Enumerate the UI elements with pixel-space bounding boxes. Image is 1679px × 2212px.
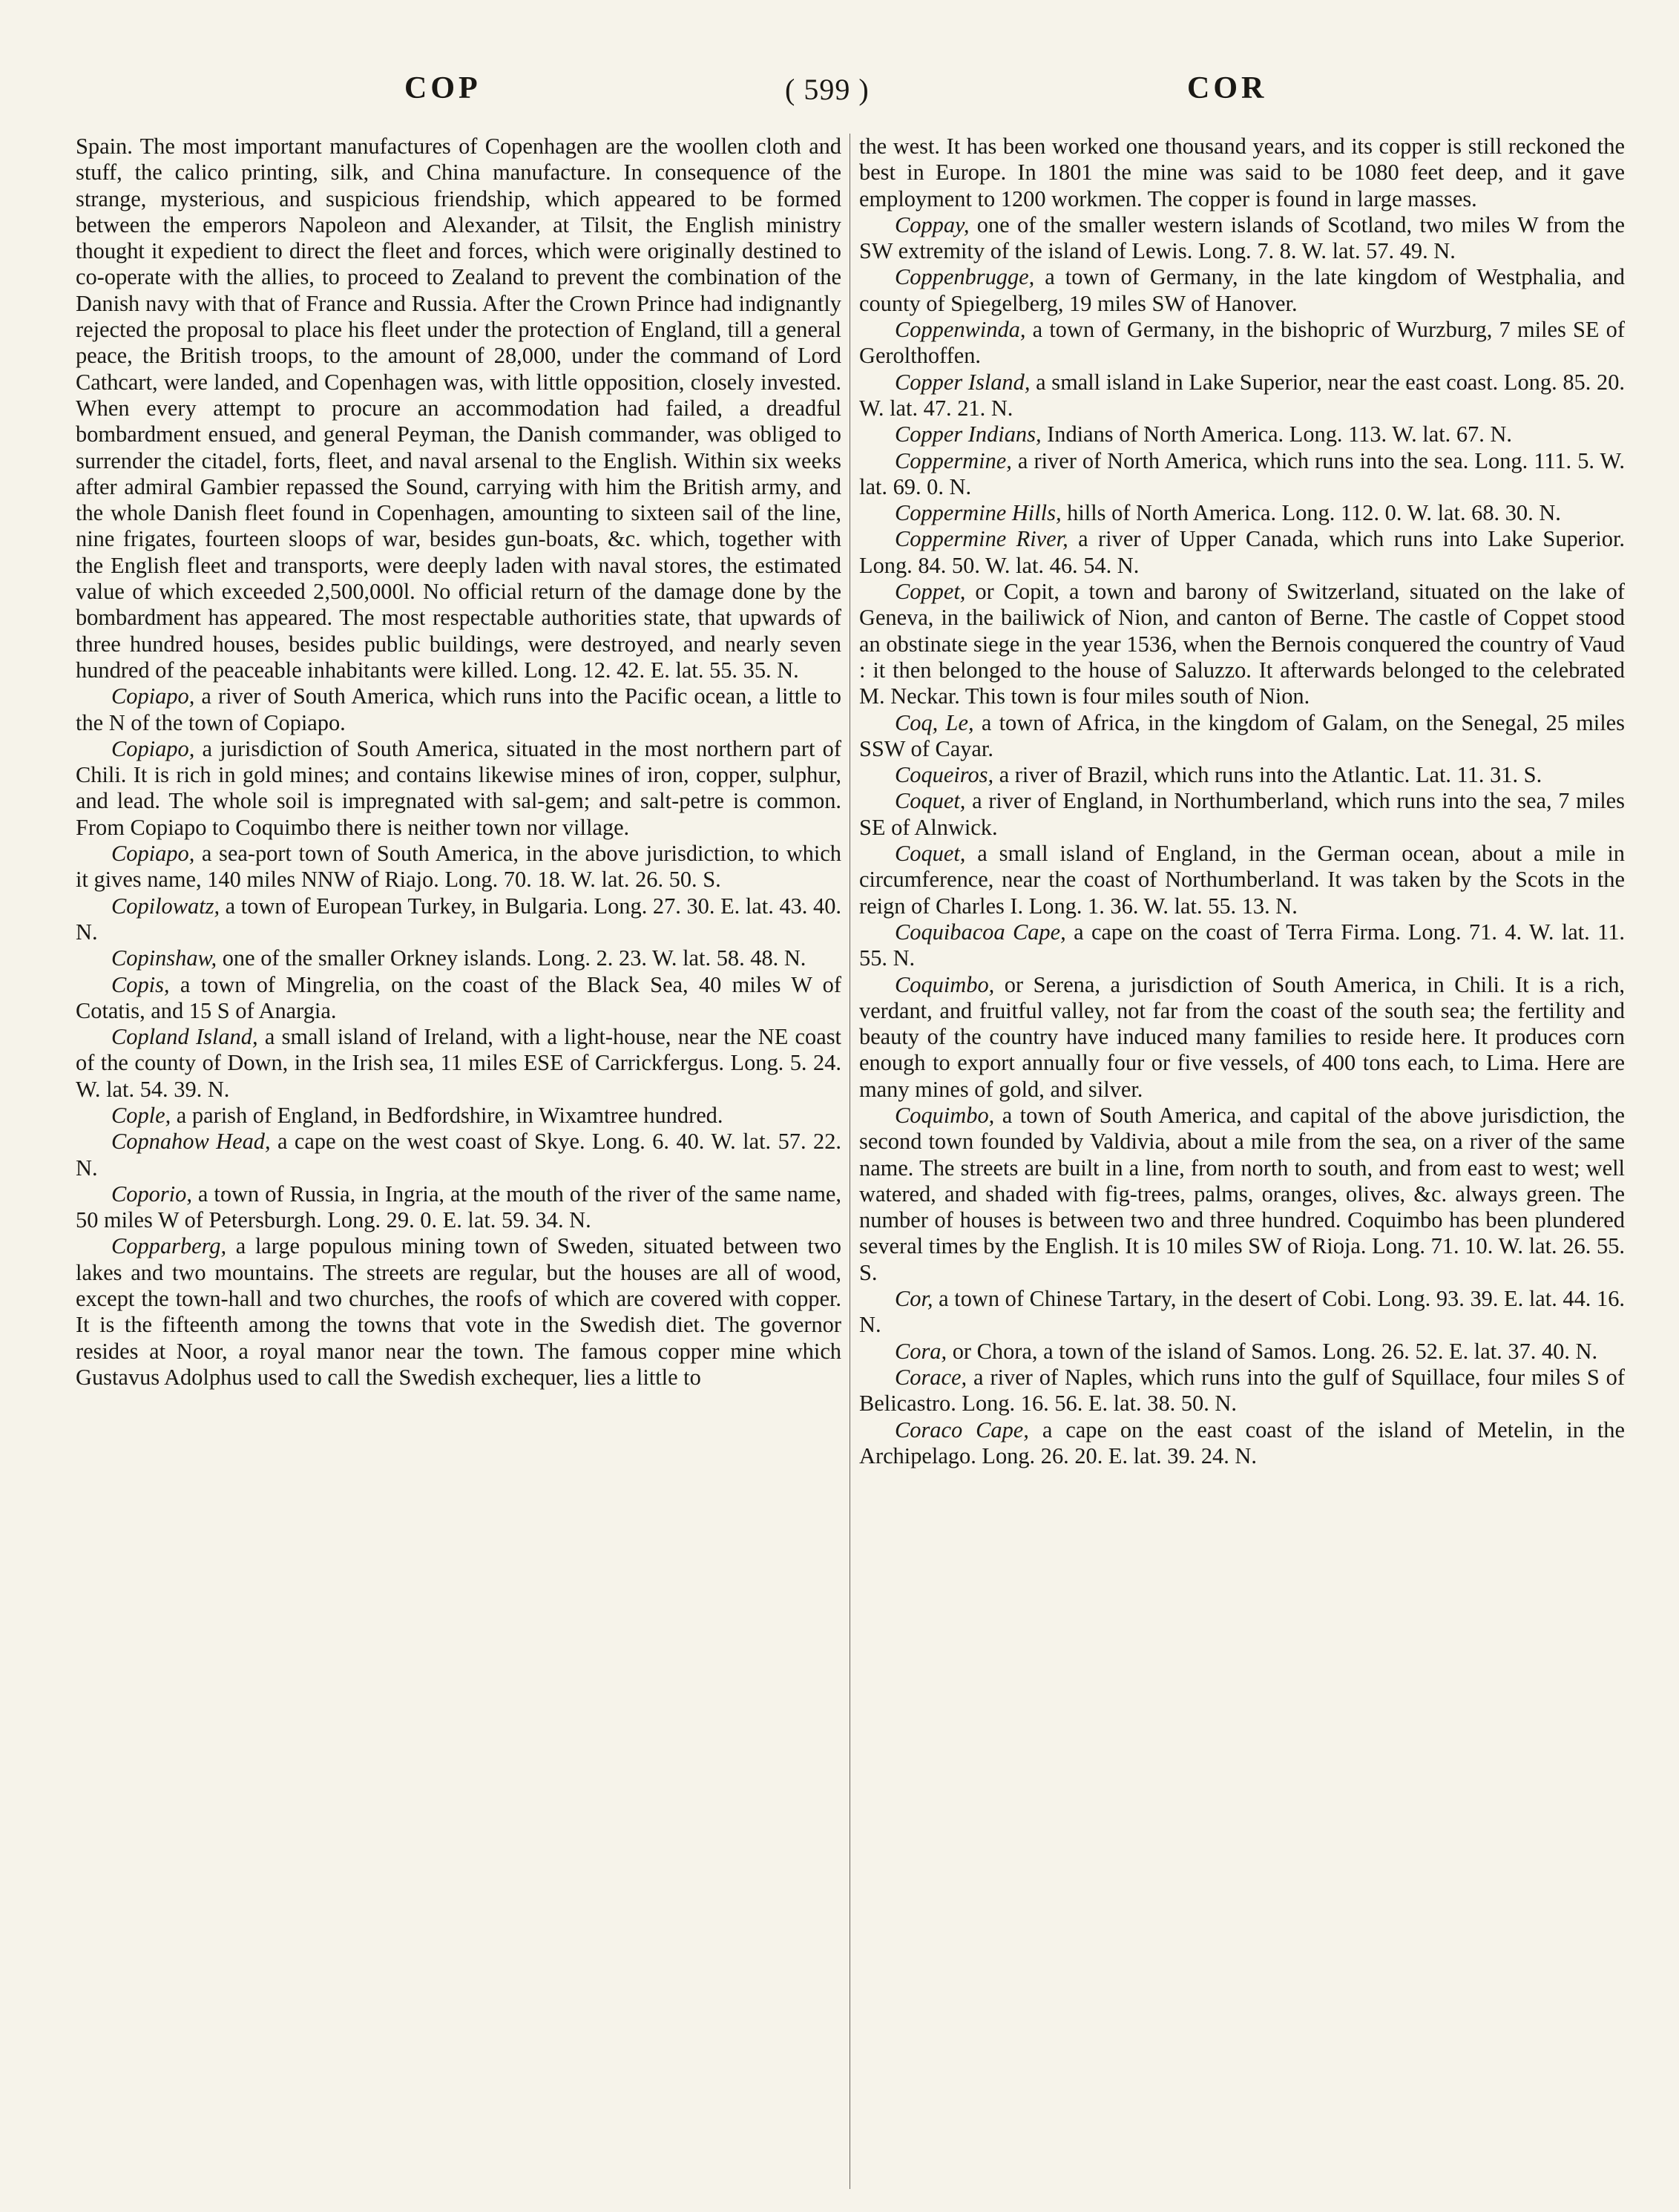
- gazetteer-entry: [76, 1129, 841, 1181]
- entry-term: Coquimbo,: [895, 1102, 995, 1128]
- entry-term: Coqueiros,: [895, 762, 994, 788]
- entry-text: a parish of England, in Bedfordshire, in Wixamtree hundred.: [171, 1102, 723, 1128]
- gazetteer-entry: [859, 448, 1625, 501]
- entry-term: Coquet,: [895, 841, 966, 867]
- gazetteer-entry: [859, 1339, 1625, 1365]
- entry-term: Copiapo,: [111, 683, 195, 709]
- entry-text: a river of South America, which runs into the Pacific ocean, a little to the N of the town of Copiapo.: [76, 683, 841, 735]
- entry-text: a small island of England, in the German ocean, about a mile in circumference, near the coast of Northumberland. It was taken by the Scots in the reign of Charles I. Long. 1. 36. W. lat. 55. 13. N.: [859, 841, 1625, 919]
- header-right-guide-word: COR: [1187, 71, 1268, 105]
- gazetteer-entry: [859, 1417, 1625, 1470]
- entry-term: Copiapo,: [111, 841, 195, 867]
- entry-text: a town of European Turkey, in Bulgaria. Long. 27. 30. E. lat. 43. 40. N.: [76, 893, 841, 945]
- gazetteer-entry: [76, 972, 841, 1025]
- entry-term: Copparberg,: [111, 1233, 227, 1259]
- entry-text: a large populous mining town of Sweden, situated between two lakes and two mountains. The streets are regular, but the houses are all of wood, except the town-hall and two churches, the roofs of which are covered with copper. It is the fifteenth among the towns that vote in the Swedish diet. The governor resides at Noor, a royal manor near the town. The famous copper mine which Gustavus Adolphus used to call the Swedish exchequer, lies a little to: [76, 1233, 841, 1390]
- gazetteer-entry: [859, 710, 1625, 763]
- entry-term: Coppenbrugge,: [895, 264, 1035, 290]
- entry-term: Cople,: [111, 1102, 171, 1128]
- gazetteer-entry: [859, 317, 1625, 370]
- gazetteer-entry: [859, 134, 1625, 212]
- left-column: [76, 134, 841, 1391]
- entry-text: a small island of Ireland, with a light-house, near the NE coast of the county of Down, in the Irish sea, 11 miles ESE of Carrickfergus. Long. 5. 24. W. lat. 54. 39. N.: [76, 1024, 841, 1102]
- entry-text: a small island in Lake Superior, near the east coast. Long. 85. 20. W. lat. 47. 21. N.: [859, 369, 1625, 421]
- entry-term: Coppermine,: [895, 447, 1012, 473]
- gazetteer-entry: [859, 788, 1625, 841]
- gazetteer-entry: [859, 1103, 1625, 1286]
- entry-term: Coquet,: [895, 788, 966, 814]
- entry-text: Indians of North America. Long. 113. W. lat. 67. N.: [1041, 421, 1512, 447]
- entry-text: a town of Germany, in the late kingdom of Westphalia, and county of Spiegelberg, 19 miles SW of Hanover.: [859, 264, 1625, 316]
- gazetteer-entry: [859, 841, 1625, 919]
- entry-text: a town of Germany, in the bishopric of Wurzburg, 7 miles SE of Gerolthoffen.: [859, 317, 1625, 369]
- gazetteer-entry: [859, 1286, 1625, 1339]
- entry-text: or Serena, a jurisdiction of South America, in Chili. It is a rich, verdant, and fruitful valley, not far from the coast of the south sea; the fertility and beauty of the country have induced many families to reside here. It produces corn enough to export annually four or five vessels, of 400 tons each, to Lima. Here are many mines of gold, and silver.: [859, 971, 1625, 1102]
- entry-text: one of the smaller Orkney islands. Long. 2. 23. W. lat. 58. 48. N.: [217, 945, 806, 971]
- entry-term: Coppay,: [895, 211, 970, 237]
- gazetteer-entry: [859, 264, 1625, 317]
- entry-text: a river of England, in Northumberland, which runs into the sea, 7 miles SE of Alnwick.: [859, 788, 1625, 840]
- entry-term: Coq, Le,: [895, 709, 974, 735]
- header-left-guide-word: COP: [404, 71, 482, 105]
- entry-text: a river of Naples, which runs into the gulf of Squillace, four miles S of Belicastro. Long. 16. 56. E. lat. 38. 50. N.: [859, 1364, 1625, 1417]
- entry-text: a town of Africa, in the kingdom of Galam, on the Senegal, 25 miles SSW of Cayar.: [859, 709, 1625, 761]
- gazetteer-entry: [859, 1365, 1625, 1417]
- gazetteer-entry: [76, 134, 841, 683]
- entry-text: a town of Mingrelia, on the coast of the Black Sea, 40 miles W of Cotatis, and 15 S of Anargia.: [76, 971, 841, 1023]
- right-column: [859, 134, 1625, 1469]
- gazetteer-entry: [859, 972, 1625, 1103]
- entry-text: a cape on the east coast of the island of Metelin, in the Archipelago. Long. 26. 20. E. lat. 39. 24. N.: [859, 1417, 1625, 1468]
- entry-text: a town of South America, and capital of the above jurisdiction, the second town founded by Valdivia, about a mile from the sea, on a river of the same name. The streets are built in a line, from north to south, and from east to west; well watered, and shaded with fig-trees, palms, oranges, olives, &c. always green. The number of houses is between two and three hundred. Coquimbo has been plundered several times by the English. It is 10 miles SW of Rioja. Long. 71. 10. W. lat. 26. 55. S.: [859, 1102, 1625, 1285]
- entry-term: Coppermine Hills,: [895, 500, 1062, 526]
- entry-term: Coporio,: [111, 1181, 192, 1207]
- gazetteer-entry: [859, 762, 1625, 788]
- gazetteer-entry: [859, 421, 1625, 447]
- entry-text: Spain. The most important manufactures of Copenhagen are the woollen cloth and stuff, the calico printing, silk, and China manufacture. In consequence of the strange, mysterious, and suspicious friendship, which appeared to be formed between the emperors Napoleon and Alexander, at Tilsit, the English ministry thought it expedient to direct the fleet and forces, which were originally destined to co-operate with the allies, to proceed to Zealand to prevent the combination of the Danish navy with that of France and Russia. After the Crown Prince had indignantly rejected the proposal to place his fleet under the protection of England, till a general peace, the British troops, to the amount of 28,000, under the command of Lord Cathcart, were landed, and Copenhagen was, with little opposition, closely invested. When every attempt to procure an accommodation had failed, a dreadful bombardment ensued, and general Peyman, the Danish commander, was obliged to surrender the citadel, forts, fleet, and naval arsenal to the English. Within six weeks after admiral Gambier repassed the Sound, carrying with him the British army, and the whole Danish fleet found in Copenhagen, amounting to sixteen sail of the line, nine frigates, fourteen sloops of war, besides gun-boats, &c. which, together with the English fleet and transports, were deeply laden with naval stores, the estimated value of which exceeded 2,500,000l. No official return of the damage done by the bombardment has appeared. The most respectable authorities state, that upwards of three hundred houses, besides public buildings, were destroyed, and nearly seven hundred of the peaceable inhabitants were killed. Long. 12. 42. E. lat. 55. 35. N.: [76, 134, 841, 683]
- entry-term: Copland Island,: [111, 1024, 258, 1050]
- entry-term: Copinshaw,: [111, 945, 217, 971]
- entry-term: Cora,: [895, 1338, 947, 1364]
- entry-term: Copper Indians,: [895, 421, 1042, 447]
- gazetteer-entry: [859, 500, 1625, 526]
- entry-term: Coppet,: [895, 579, 966, 605]
- entry-term: Coquibacoa Cape,: [895, 919, 1066, 945]
- gazetteer-entry: [76, 1233, 841, 1391]
- gazetteer-entry: [76, 1103, 841, 1129]
- gazetteer-entry: [859, 526, 1625, 579]
- page-number: ( 599 ): [785, 73, 870, 106]
- entry-text: hills of North America. Long. 112. 0. W. lat. 68. 30. N.: [1061, 500, 1561, 526]
- entry-text: the west. It has been worked one thousand years, and its copper is still reckoned the best in Europe. In 1801 the mine was said to be 1080 feet deep, and it gave employment to 1200 workmen. The copper is found in large masses.: [859, 134, 1625, 211]
- entry-text: a river of North America, which runs into the sea. Long. 111. 5. W. lat. 69. 0. N.: [859, 447, 1625, 499]
- entry-term: Coppermine River,: [895, 526, 1068, 552]
- gazetteer-entry: [76, 893, 841, 946]
- entry-term: Coquimbo,: [895, 971, 995, 997]
- entry-text: a town of Chinese Tartary, in the desert of Cobi. Long. 93. 39. E. lat. 44. 16. N.: [859, 1286, 1625, 1338]
- gazetteer-entry: [859, 579, 1625, 709]
- gazetteer-entry: [76, 1181, 841, 1234]
- entry-term: Copis,: [111, 971, 170, 997]
- entry-text: a river of Upper Canada, which runs into Lake Superior. Long. 84. 50. W. lat. 46. 54. N.: [859, 526, 1625, 578]
- entry-text: a river of Brazil, which runs into the Atlantic. Lat. 11. 31. S.: [993, 762, 1542, 788]
- gazetteer-entry: [859, 212, 1625, 265]
- entry-text: a jurisdiction of South America, situated in the most northern part of Chili. It is rich in gold mines; and contains likewise mines of iron, copper, sulphur, and lead. The whole soil is impregnated with sal-gem; and salt-petre is common. From Copiapo to Coquimbo there is neither town nor village.: [76, 735, 841, 840]
- entry-text: a town of Russia, in Ingria, at the mouth of the river of the same name, 50 miles W of Petersburgh. Long. 29. 0. E. lat. 59. 34. N.: [76, 1181, 841, 1233]
- gazetteer-entry: [76, 1024, 841, 1103]
- entry-term: Copper Island,: [895, 369, 1031, 395]
- gazetteer-entry: [76, 683, 841, 736]
- entry-text: one of the smaller western islands of Scotland, two miles W from the SW extremity of the island of Lewis. Long. 7. 8. W. lat. 57. 49. N.: [859, 211, 1625, 264]
- entry-text: a cape on the west coast of Skye. Long. 6. 40. W. lat. 57. 22. N.: [76, 1129, 841, 1181]
- gazetteer-entry: [76, 736, 841, 841]
- entry-term: Corace,: [895, 1364, 967, 1390]
- entry-term: Copiapo,: [111, 735, 195, 761]
- entry-term: Coraco Cape,: [895, 1417, 1029, 1443]
- entry-term: Copilowatz,: [111, 893, 220, 919]
- entry-term: Coppenwinda,: [895, 317, 1026, 343]
- gazetteer-entry: [859, 370, 1625, 422]
- entry-text: or Copit, a town and barony of Switzerland, situated on the lake of Geneva, in the bailiwick of Nion, and canton of Berne. The castle of Coppet stood an obstinate siege in the year 1536, when the Bernois conquered the country of Vaud : it then belonged to the house of Saluzzo. It afterwards belonged to the celebrated M. Neckar. This town is four miles south of Nion.: [859, 579, 1625, 709]
- entry-term: Copnahow Head,: [111, 1129, 271, 1155]
- entry-text: a cape on the coast of Terra Firma. Long. 71. 4. W. lat. 11. 55. N.: [859, 919, 1625, 971]
- gazetteer-entry: [76, 841, 841, 893]
- entry-text: a sea-port town of South America, in the above jurisdiction, to which it gives name, 140 miles NNW of Riajo. Long. 70. 18. W. lat. 26. 50. S.: [76, 841, 841, 893]
- entry-text: or Chora, a town of the island of Samos. Long. 26. 52. E. lat. 37. 40. N.: [947, 1338, 1598, 1364]
- page-header: [0, 70, 1679, 115]
- entry-term: Cor,: [895, 1286, 933, 1312]
- gazetteer-entry: [859, 919, 1625, 972]
- gazetteer-entry: [76, 945, 841, 971]
